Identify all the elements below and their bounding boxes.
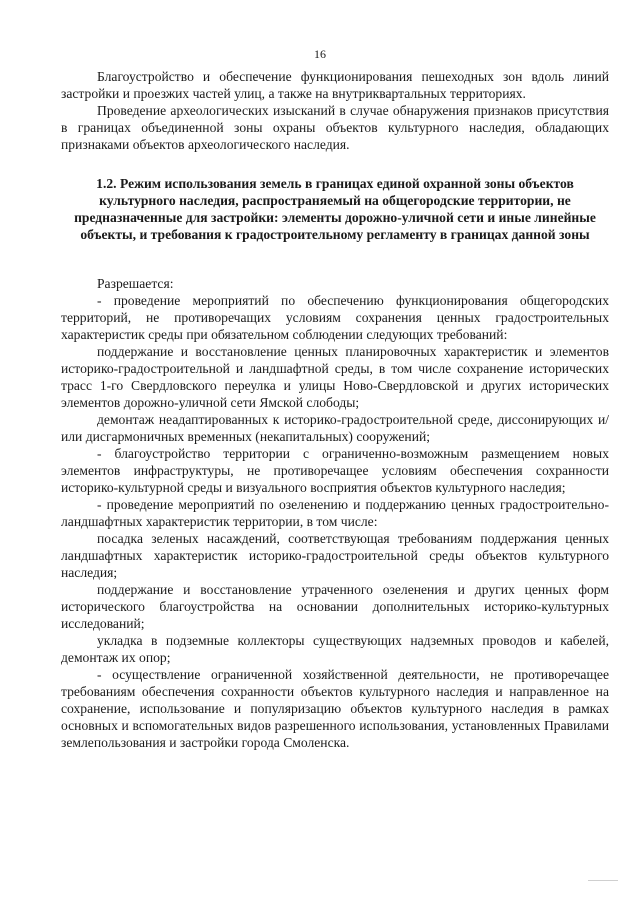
scan-mark <box>588 880 618 881</box>
spacer <box>61 153 609 175</box>
paragraph-activities: - проведение мероприятий по обеспечению функционирования общегородских территорий, не противоречащих условиям сохранения ценных градостроительных характеристик среды при обязательном соблюдении следующих требований: <box>61 293 609 342</box>
paragraph-planting: посадка зеленых насаждений, соответствующая требованиям поддержания ценных ландшафтных характеристик историко-градостроительной среды объектов культурного наследия; <box>61 531 609 580</box>
spacer <box>61 243 609 275</box>
paragraph-allowed-label: Разрешается: <box>97 276 174 291</box>
paragraph-greening: - проведение мероприятий по озеленению и поддержанию ценных градостроительно-ландшафтных характеристик территории, в том числе: <box>61 497 609 529</box>
paragraph-dismantling: демонтаж неадаптированных к историко-градостроительной среде, диссонирующих и/или дисгармоничных временных (некапитальных) сооружений; <box>61 412 609 444</box>
page-content <box>61 68 609 751</box>
section-heading: 1.2. Режим использования земель в границах единой охранной зоны объектов культурного наследия, распространяемый на общегородские территории, не предназначенные для застройки: элементы дорожно-уличной сети и иные линейные объекты, и требования к градостроительному регламенту в границах данной зоны <box>74 176 596 242</box>
paragraph-economic-activity: - осуществление ограниченной хозяйственной деятельности, не противоречащее требованиям обеспечения сохранности объектов культурного наследия и направленное на сохранение, использование и популяризацию объектов культурного наследия в рамках основных и вспомогательных видов разрешенного использования, установленных Правилами землепользования и застройки города Смоленска. <box>61 667 609 750</box>
paragraph-archaeological-surveys: Проведение археологических изысканий в случае обнаружения признаков присутствия в границах объединенной зоны охраны объектов культурного наследия, обладающих признаками объектов археологического наследия. <box>61 103 609 152</box>
paragraph-pedestrian-zones: Благоустройство и обеспечение функционирования пешеходных зон вдоль линий застройки и проезжих частей улиц, а также на внутриквартальных территориях. <box>61 69 609 101</box>
paragraph-planning-characteristics: поддержание и восстановление ценных планировочных характеристик и элементов историко-градостроительной и ландшафтной среды, в том числе сохранение исторических трасс 1-го Свердловского переулка и улицы Ново-Свердловской и других исторических элементов дорожно-уличной сети Ямской слободы; <box>61 344 609 410</box>
paragraph-landscaping-infrastructure: - благоустройство территории с ограниченно-возможным размещением новых элементов инфраструктуры, не противоречащее условиям обеспечения сохранности историко-культурной среды и визуального восприятия объектов культурного наследия; <box>61 446 609 495</box>
page-number: 16 <box>314 47 326 61</box>
paragraph-restoration: поддержание и восстановление утраченного озеленения и других ценных форм исторического благоустройства на основании дополнительных историко-культурных исследований; <box>61 582 609 631</box>
paragraph-cables: укладка в подземные коллекторы существующих надземных проводов и кабелей, демонтаж их опор; <box>61 633 609 665</box>
